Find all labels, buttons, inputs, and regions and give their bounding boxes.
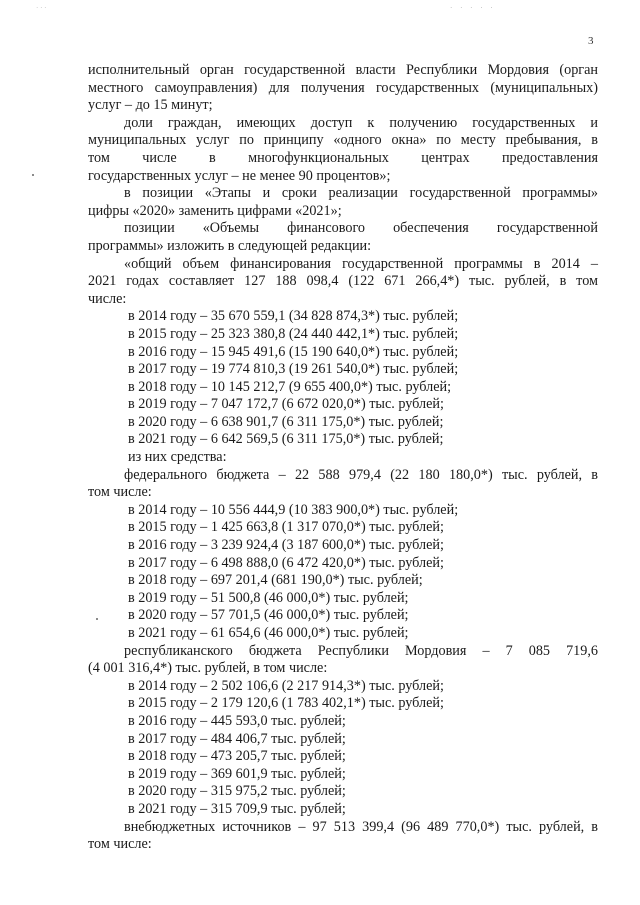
- text-line: в 2021 году – 315 709,9 тыс. рублей;: [128, 800, 346, 817]
- text-line: в 2019 году – 369 601,9 тыс. рублей;: [128, 765, 346, 782]
- text-line: в 2015 году – 2 179 120,6 (1 783 402,1*) тыс. рублей;: [128, 695, 444, 712]
- text-line: в 2015 году – 1 425 663,8 (1 317 070,0*) тыс. рублей;: [128, 519, 444, 536]
- text-line: том числе в многофункциональных центрах предоставления: [88, 149, 598, 166]
- document-body: [88, 62, 598, 854]
- text-line: внебюджетных источников – 97 513 399,4 (96 489 770,0*) тыс. рублей, в: [124, 818, 598, 835]
- text-line: в 2018 году – 697 201,4 (681 190,0*) тыс. рублей;: [128, 572, 423, 589]
- scan-marks-corner: · · ·: [36, 4, 47, 12]
- text-line: том числе:: [88, 836, 152, 853]
- text-line: цифры «2020» заменить цифрами «2021»;: [88, 202, 342, 219]
- text-line: (4 001 316,4*) тыс. рублей, в том числе:: [88, 660, 328, 677]
- text-line: программы» изложить в следующей редакции:: [88, 237, 372, 254]
- text-line: в 2018 году – 473 205,7 тыс. рублей;: [128, 748, 346, 765]
- text-line: в 2016 году – 445 593,0 тыс. рублей;: [128, 712, 346, 729]
- text-line: республиканского бюджета Республики Мордовия – 7 085 719,6: [124, 642, 598, 659]
- text-line: исполнительный орган государственной власти Республики Мордовия (орган: [88, 62, 598, 78]
- text-line: том числе:: [88, 484, 152, 501]
- text-line: из них средства:: [128, 449, 227, 466]
- text-line: позиции «Объемы финансового обеспечения государственной: [124, 220, 598, 237]
- text-line: 2021 годах составляет 127 188 098,4 (122 671 266,4*) тыс. рублей, в том: [88, 273, 598, 290]
- text-line: доли граждан, имеющих доступ к получению государственных и: [124, 114, 598, 131]
- scan-speck: [32, 174, 34, 176]
- text-line: в 2017 году – 19 774 810,3 (19 261 540,0*) тыс. рублей;: [128, 361, 459, 378]
- scan-marks-top: · · · · ·: [450, 4, 496, 12]
- text-line: числе:: [88, 290, 127, 307]
- text-line: государственных услуг – не менее 90 процентов»;: [88, 167, 391, 184]
- text-line: в 2018 году – 10 145 212,7 (9 655 400,0*) тыс. рублей;: [128, 378, 452, 395]
- text-line: в 2019 году – 51 500,8 (46 000,0*) тыс. рублей;: [128, 589, 409, 606]
- text-line: в 2021 году – 61 654,6 (46 000,0*) тыс. рублей;: [128, 625, 409, 641]
- text-line: в 2017 году – 6 498 888,0 (6 472 420,0*) тыс. рублей;: [128, 554, 444, 571]
- text-line: услуг – до 15 минут;: [88, 97, 213, 114]
- text-line: в 2014 году – 2 502 106,6 (2 217 914,3*) тыс. рублей;: [128, 677, 444, 694]
- text-line: в 2017 году – 484 406,7 тыс. рублей;: [128, 730, 346, 747]
- text-line: «общий объем финансирования государственной программы в 2014 –: [124, 255, 598, 272]
- text-line: в 2016 году – 15 945 491,6 (15 190 640,0*) тыс. рублей;: [128, 343, 459, 360]
- text-line: в 2021 году – 6 642 569,5 (6 311 175,0*) тыс. рублей;: [128, 431, 444, 448]
- text-line: местного самоуправления) для получения государственных (муниципальных): [88, 79, 598, 96]
- text-line: федерального бюджета – 22 588 979,4 (22 180 180,0*) тыс. рублей, в: [124, 466, 598, 483]
- text-line: в 2020 году – 57 701,5 (46 000,0*) тыс. рублей;: [128, 607, 409, 624]
- text-line: в 2020 году – 315 975,2 тыс. рублей;: [128, 783, 346, 800]
- text-line: в 2020 году – 6 638 901,7 (6 311 175,0*) тыс. рублей;: [128, 413, 444, 430]
- text-line: в 2019 году – 7 047 172,7 (6 672 020,0*) тыс. рублей;: [128, 396, 444, 413]
- page-number: 3: [588, 35, 594, 47]
- text-line: в 2016 году – 3 239 924,4 (3 187 600,0*) тыс. рублей;: [128, 537, 444, 554]
- text-line: в 2014 году – 35 670 559,1 (34 828 874,3*) тыс. рублей;: [128, 308, 459, 325]
- text-line: муниципальных услуг по принципу «одного окна» по месту пребывания, в: [88, 132, 598, 149]
- text-line: в позиции «Этапы и сроки реализации государственной программы»: [124, 185, 598, 202]
- text-line: в 2015 году – 25 323 380,8 (24 440 442,1*) тыс. рублей;: [128, 325, 459, 342]
- text-line: в 2014 году – 10 556 444,9 (10 383 900,0*) тыс. рублей;: [128, 501, 459, 518]
